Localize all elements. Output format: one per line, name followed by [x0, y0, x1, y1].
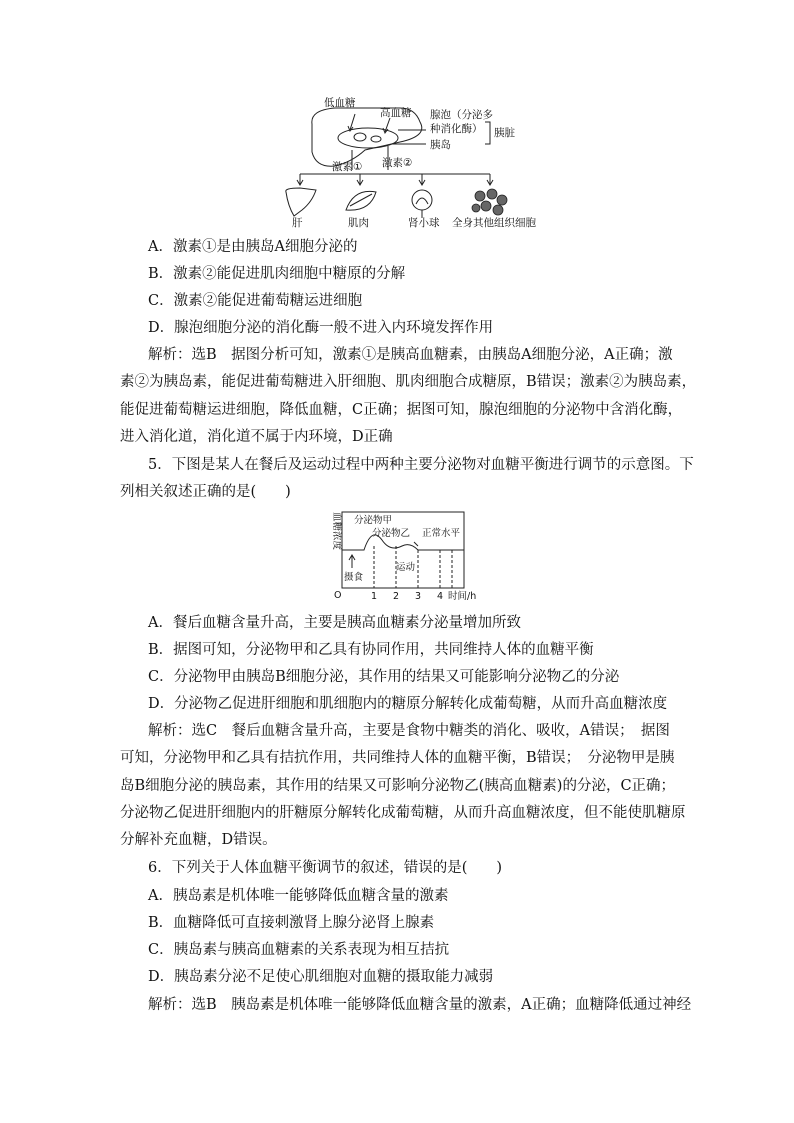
chart-label-exercise: 运动 — [396, 562, 416, 573]
q6-stem: 6．下列关于人体血糖平衡调节的叙述，错误的是( ) — [148, 860, 503, 876]
label-acinus-2: 种消化酶） — [430, 123, 483, 135]
chart-tick: 2 — [393, 591, 400, 602]
q5-option-a: A．餐后血糖含量升高，主要是胰高血糖素分泌量增加所致 — [148, 615, 521, 631]
q5-option-d: D．分泌物乙促进肝细胞和肌细胞内的糖原分解转化成葡萄糖，从而升高血糖浓度 — [148, 696, 668, 712]
chart-label-b: 分泌物乙 — [372, 528, 411, 539]
q5-stem-line: 列相关叙述正确的是( ) — [120, 484, 291, 501]
q5-analysis-line: 分解补充血糖，D错误。 — [120, 832, 277, 849]
q5-option-c: C．分泌物甲由胰岛B细胞分泌，其作用的结果又可能影响分泌物乙的分泌 — [148, 669, 620, 685]
q4-option-c: C．激素②能促进葡萄糖运进细胞 — [148, 293, 363, 309]
target-liver: 肝 — [292, 217, 303, 229]
q4-option-a: A．激素①是由胰岛A细胞分泌的 — [148, 239, 358, 255]
q6-option-c: C．胰岛素与胰高血糖素的关系表现为相互拮抗 — [148, 942, 450, 958]
chart-tick: 4 — [437, 591, 444, 602]
q6-option-b: B．血糖降低可直接刺激肾上腺分泌肾上腺素 — [148, 915, 435, 931]
q5-stem-line: 5．下图是某人在餐后及运动过程中两种主要分泌物对血糖平衡进行调节的示意图。下 — [148, 457, 694, 473]
pancreas-diagram — [280, 92, 580, 232]
label-islet: 胰岛 — [430, 139, 451, 151]
label-high-sugar: 高血糖 — [380, 107, 412, 119]
q5-analysis-line: 分泌物乙促进肝细胞内的肝糖原分解转化成葡萄糖，从而升高血糖浓度，但不能使肌糖原 — [120, 804, 686, 821]
q4-analysis-line: 进入消化道，消化道不属于内环境，D正确 — [120, 428, 393, 445]
target-muscle: 肌肉 — [348, 217, 369, 229]
chart-label-a: 分泌物甲 — [354, 515, 393, 526]
q5-analysis-line: 岛B细胞分泌的胰岛素，其作用的结果又可影响分泌物乙(胰高血糖素)的分泌，C正确； — [120, 777, 676, 794]
chart-tick: 1 — [371, 591, 378, 602]
q5-option-b: B．据图可知，分泌物甲和乙具有协同作用，共同维持人体的血糖平衡 — [148, 642, 594, 658]
chart-tick: 3 — [415, 591, 422, 602]
q4-analysis-line: 解析：选B 据图分析可知，激素①是胰高血糖素，由胰岛A细胞分泌，A正确；激 — [148, 347, 673, 363]
target-glomerulus: 肾小球 — [408, 217, 440, 229]
target-other-cells: 全身其他组织细胞 — [452, 217, 536, 229]
q5-analysis-line: 可知，分泌物甲和乙具有拮抗作用，共同维持人体的血糖平衡，B错误； 分泌物甲是胰 — [120, 750, 675, 767]
chart-label-normal: 正常水平 — [422, 528, 461, 539]
q6-option-d: D．胰岛素分泌不足使心肌细胞对血糖的摄取能力减弱 — [148, 969, 494, 985]
label-acinus: 腺泡（分泌多 — [430, 109, 493, 121]
label-pancreas: 胰脏 — [494, 127, 515, 139]
q6-option-a: A．胰岛素是机体唯一能够降低血糖含量的激素 — [148, 888, 449, 904]
q5-analysis — [120, 718, 686, 854]
blood-sugar-chart — [326, 506, 496, 604]
label-hormone-1: 激素① — [332, 161, 363, 173]
q5-analysis-line: 解析：选C 餐后血糖含量升高，主要是食物中糖类的消化、吸收，A错误； 据图 — [148, 723, 670, 739]
q4-analysis-line: 素②为胰岛素，能促进葡萄糖进入肝细胞、肌肉细胞合成糖原，B错误；激素②为胰岛素， — [120, 374, 697, 391]
chart-xlabel: 时间/h — [448, 591, 477, 602]
q4-option-d: D．腺泡细胞分泌的消化酶一般不进入内环境发挥作用 — [148, 320, 494, 336]
q4-analysis — [120, 342, 697, 451]
q5-stem — [120, 452, 694, 507]
label-hormone-2: 激素② — [382, 157, 413, 169]
q4-option-b: B．激素②能促进肌肉细胞中糖原的分解 — [148, 266, 406, 282]
q4-analysis-line: 能促进葡萄糖运进细胞，降低血糖，C正确；据图可知，腺泡细胞的分泌物中含消化酶， — [120, 401, 683, 418]
chart-label-eat: 摄食 — [344, 572, 364, 583]
chart-origin: O — [334, 590, 342, 601]
chart-ylabel: 血糖浓度 — [331, 512, 342, 551]
q6-analysis: 解析：选B 胰岛素是机体唯一能够降低血糖含量的激素，A正确；血糖降低通过神经 — [148, 997, 692, 1013]
label-low-sugar: 低血糖 — [324, 97, 356, 109]
